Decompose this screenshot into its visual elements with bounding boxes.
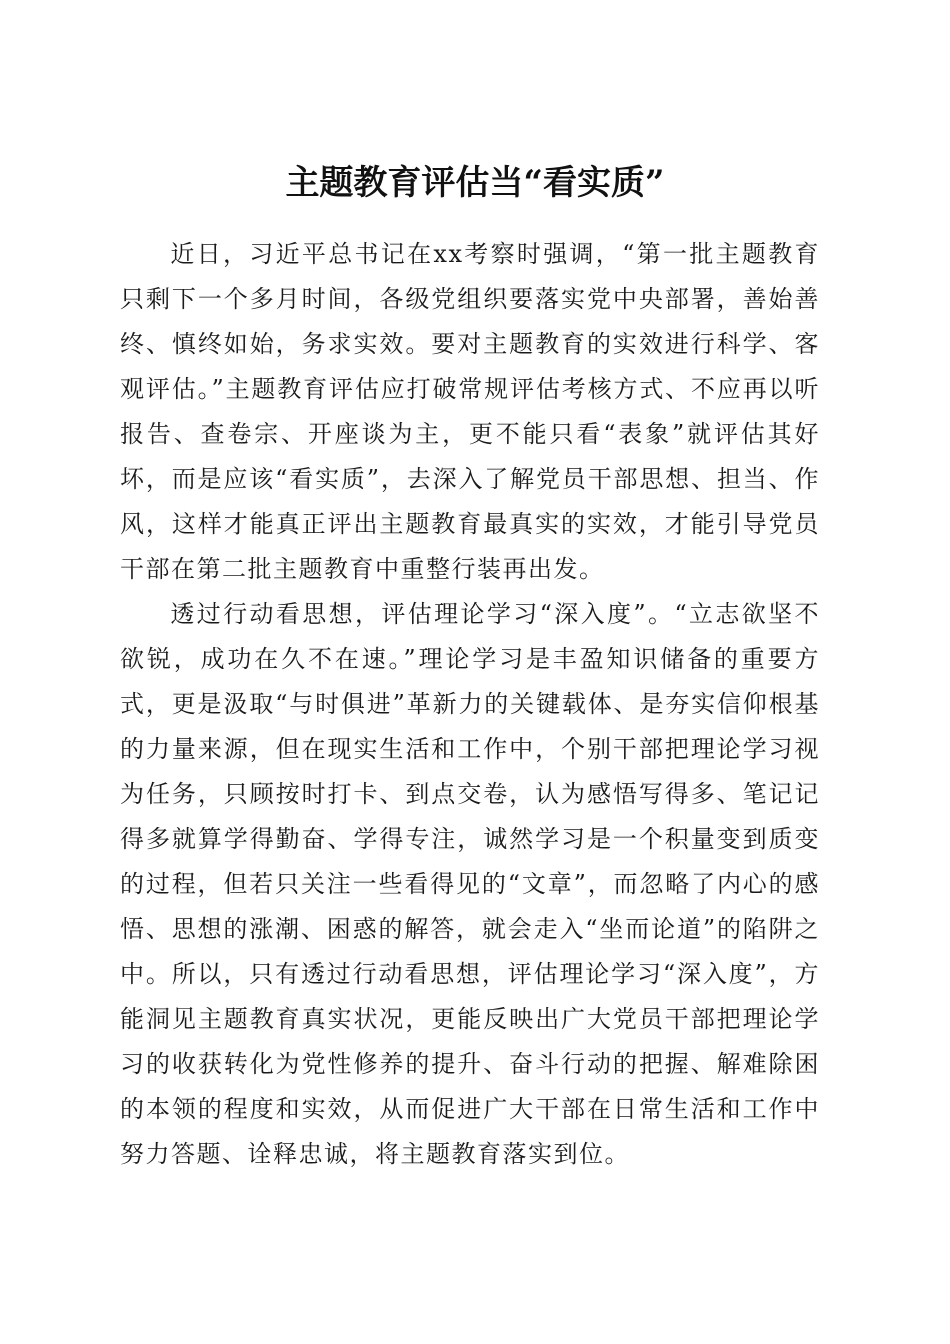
paragraph-intro: 近日，习近平总书记在xx考察时强调，“第一批主题教育只剩下一个多月时间，各级党组织要落实党中央部署，善始善终、慎终如始，务求实效。要对主题教育的实效进行科学、客观评估。”主题教育评估应打破常规评估考核方式、不应再以听报告、查卷宗、开座谈为主，更不能只看“表象”就评估其好坏，而是应该“看实质”，去深入了解党员干部思想、担当、作风，这样才能真正评出主题教育最真实的实效，才能引导党员干部在第二批主题教育中重整行装再出发。 [120,240,820,583]
paragraph-theory-study: 透过行动看思想，评估理论学习“深入度”。“立志欲坚不欲锐，成功在久不在速。”理论学习是丰盈知识储备的重要方式，更是汲取“与时俱进”革新力的关键载体、是夯实信仰根基的力量来源，但在现实生活和工作中，个别干部把理论学习视为任务，只顾按时打卡、到点交卷，认为感悟写得多、笔记记得多就算学得勤奋、学得专注，诚然学习是一个积量变到质变的过程，但若只关注一些看得见的“文章”，而忽略了内心的感悟、思想的涨潮、困惑的解答，就会走入“坐而论道”的陷阱之中。所以，只有透过行动看思想，评估理论学习“深入度”，方能洞见主题教育真实状况，更能反映出广大党员干部把理论学习的收获转化为党性修养的提升、奋斗行动的把握、解难除困的本领的程度和实效，从而促进广大干部在日常生活和工作中努力答题、诠释忠诚，将主题教育落实到位。 [120,600,820,1168]
document-body [120,232,820,1177]
document-title: 主题教育评估当“看实质” [285,162,665,203]
